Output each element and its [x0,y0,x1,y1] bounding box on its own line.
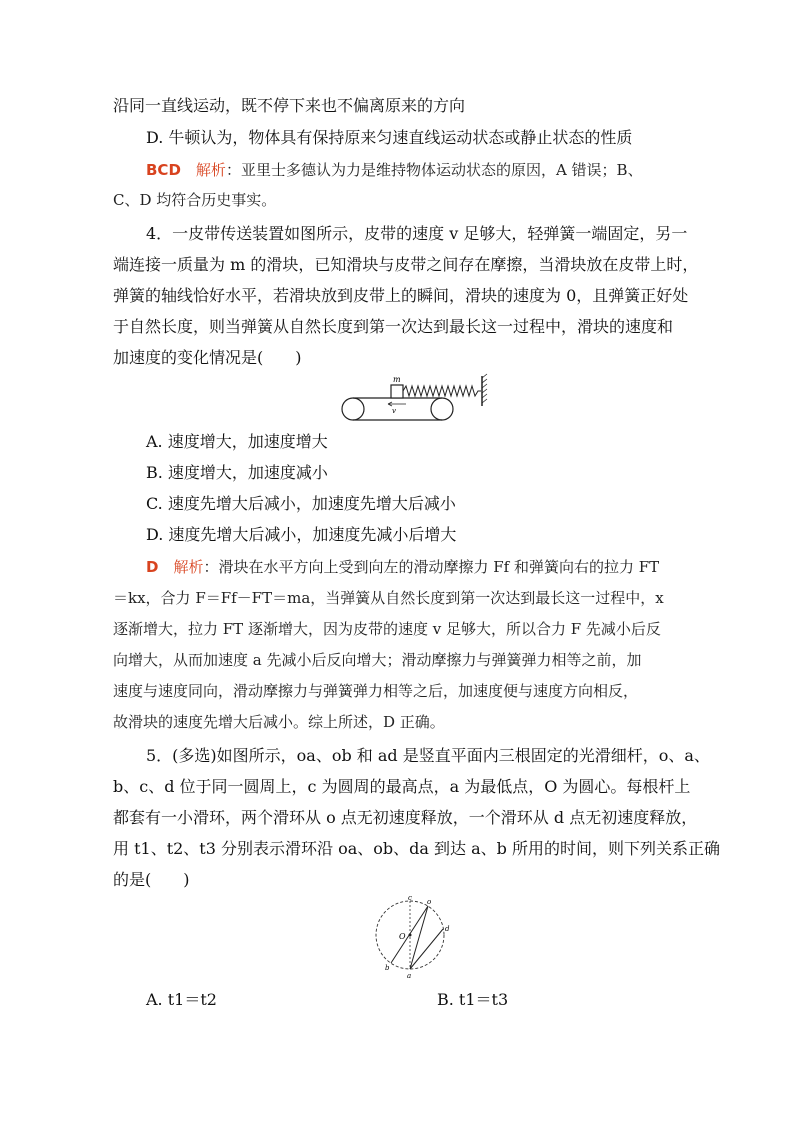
q5-stem-line2: b、c、d 位于同一圆周上，c 为圆周的最高点，a 为最低点，O 为圆心。每根杆上 [113,777,691,796]
q3-continued-line: 沿同一直线运动，既不停下来也不偏离原来的方向 [113,96,466,115]
q4-option-d: D. 速度先增大后减小，加速度先减小后增大 [146,525,457,544]
q5-option-b: B. t1＝t3 [437,990,509,1009]
label-a: a [407,972,412,980]
conveyor-belt-figure [336,372,492,424]
rod-da [410,929,443,969]
center-point [409,934,412,937]
left-pulley [342,398,364,420]
label-b: b [385,964,390,972]
label-c: c [408,894,412,902]
q4-analysis-line4: 向增大，从而加速度 a 先减小后反向增大；滑动摩擦力与弹簧弹力相等之前，加 [113,651,642,669]
q5-stem-line4: 用 t1、t2、t3 分别表示滑环沿 oa、ob、da 到达 a、b 所用的时间，则下列关系正确 [113,839,720,858]
q4-analysis-tag: 解析 [173,558,204,576]
rod-oa [410,906,428,969]
q4-option-b: B. 速度增大，加速度减小 [146,463,328,482]
q4-option-a: A. 速度增大，加速度增大 [146,432,328,451]
q4-analysis-line6: 故滑块的速度先增大后减小。综上所述，D 正确。 [113,713,445,731]
q4-stem-line4: 于自然长度，则当弹簧从自然长度到第一次达到最长这一过程中，滑块的速度和 [113,317,674,336]
q3-option-d: D. 牛顿认为，物体具有保持原来匀速直线运动状态或静止状态的性质 [146,128,633,147]
q3-analysis-tag: 解析 [195,161,226,179]
q4-stem-line2: 端连接一质量为 m 的滑块，已知滑块与皮带之间存在摩擦，当滑块放在皮带上时， [113,255,699,274]
label-m: m [393,375,401,384]
label-O: O [399,932,406,941]
q4-stem-line5: 加速度的变化情况是( ) [113,348,302,367]
spring [403,386,481,396]
q4-analysis-text: ：滑块在水平方向上受到向左的滑动摩擦力 Ff 和弹簧向右的拉力 FT [203,558,660,576]
q4-analysis-line1 [146,557,716,577]
q3-analysis-line2: C、D 均符合历史事实。 [113,191,277,209]
circle-rods-figure [370,893,460,981]
q4-analysis-line5: 速度与速度同向，滑动摩擦力与弹簧弹力相等之后，加速度便与速度方向相反， [113,682,639,700]
q4-option-c: C. 速度先增大后减小，加速度先增大后减小 [146,494,456,513]
q4-stem-line3: 弹簧的轴线恰好水平，若滑块放到皮带上的瞬间，滑块的速度为 0，且弹簧正好处 [113,286,689,305]
q4-analysis-line2: ＝kx，合力 F＝Ff－FT＝ma，当弹簧从自然长度到第一次达到最长这一过程中，x [113,589,664,607]
q5-stem-line3: 都套有一小滑环，两个滑环从 o 点无初速度释放，一个滑环从 d 点无初速度释放， [113,808,698,827]
q5-option-a: A. t1＝t2 [146,990,217,1009]
label-v: v [392,407,396,415]
q4-analysis-line3: 逐渐增大，拉力 FT 逐渐增大，因为皮带的速度 v 足够大，所以合力 F 先减小后反 [113,620,661,638]
q5-stem-line1: 5．(多选)如图所示，oa、ob 和 ad 是竖直平面内三根固定的光滑细杆，o、a、 [146,746,710,765]
slider-block [391,385,403,398]
q3-analysis-text: ：亚里士多德认为力是维持物体运动状态的原因，A 错误；B、 [225,161,643,179]
q4-answer: D [146,558,159,576]
label-o: o [427,898,432,906]
q3-analysis-line1 [146,160,716,180]
label-d: d [445,925,450,933]
q3-answer: BCD [146,161,181,179]
right-pulley [431,398,453,420]
q5-stem-line5: 的是( ) [113,870,190,889]
q4-stem-line1: 4．一皮带传送装置如图所示，皮带的速度 v 足够大，轻弹簧一端固定，另一 [146,224,688,243]
